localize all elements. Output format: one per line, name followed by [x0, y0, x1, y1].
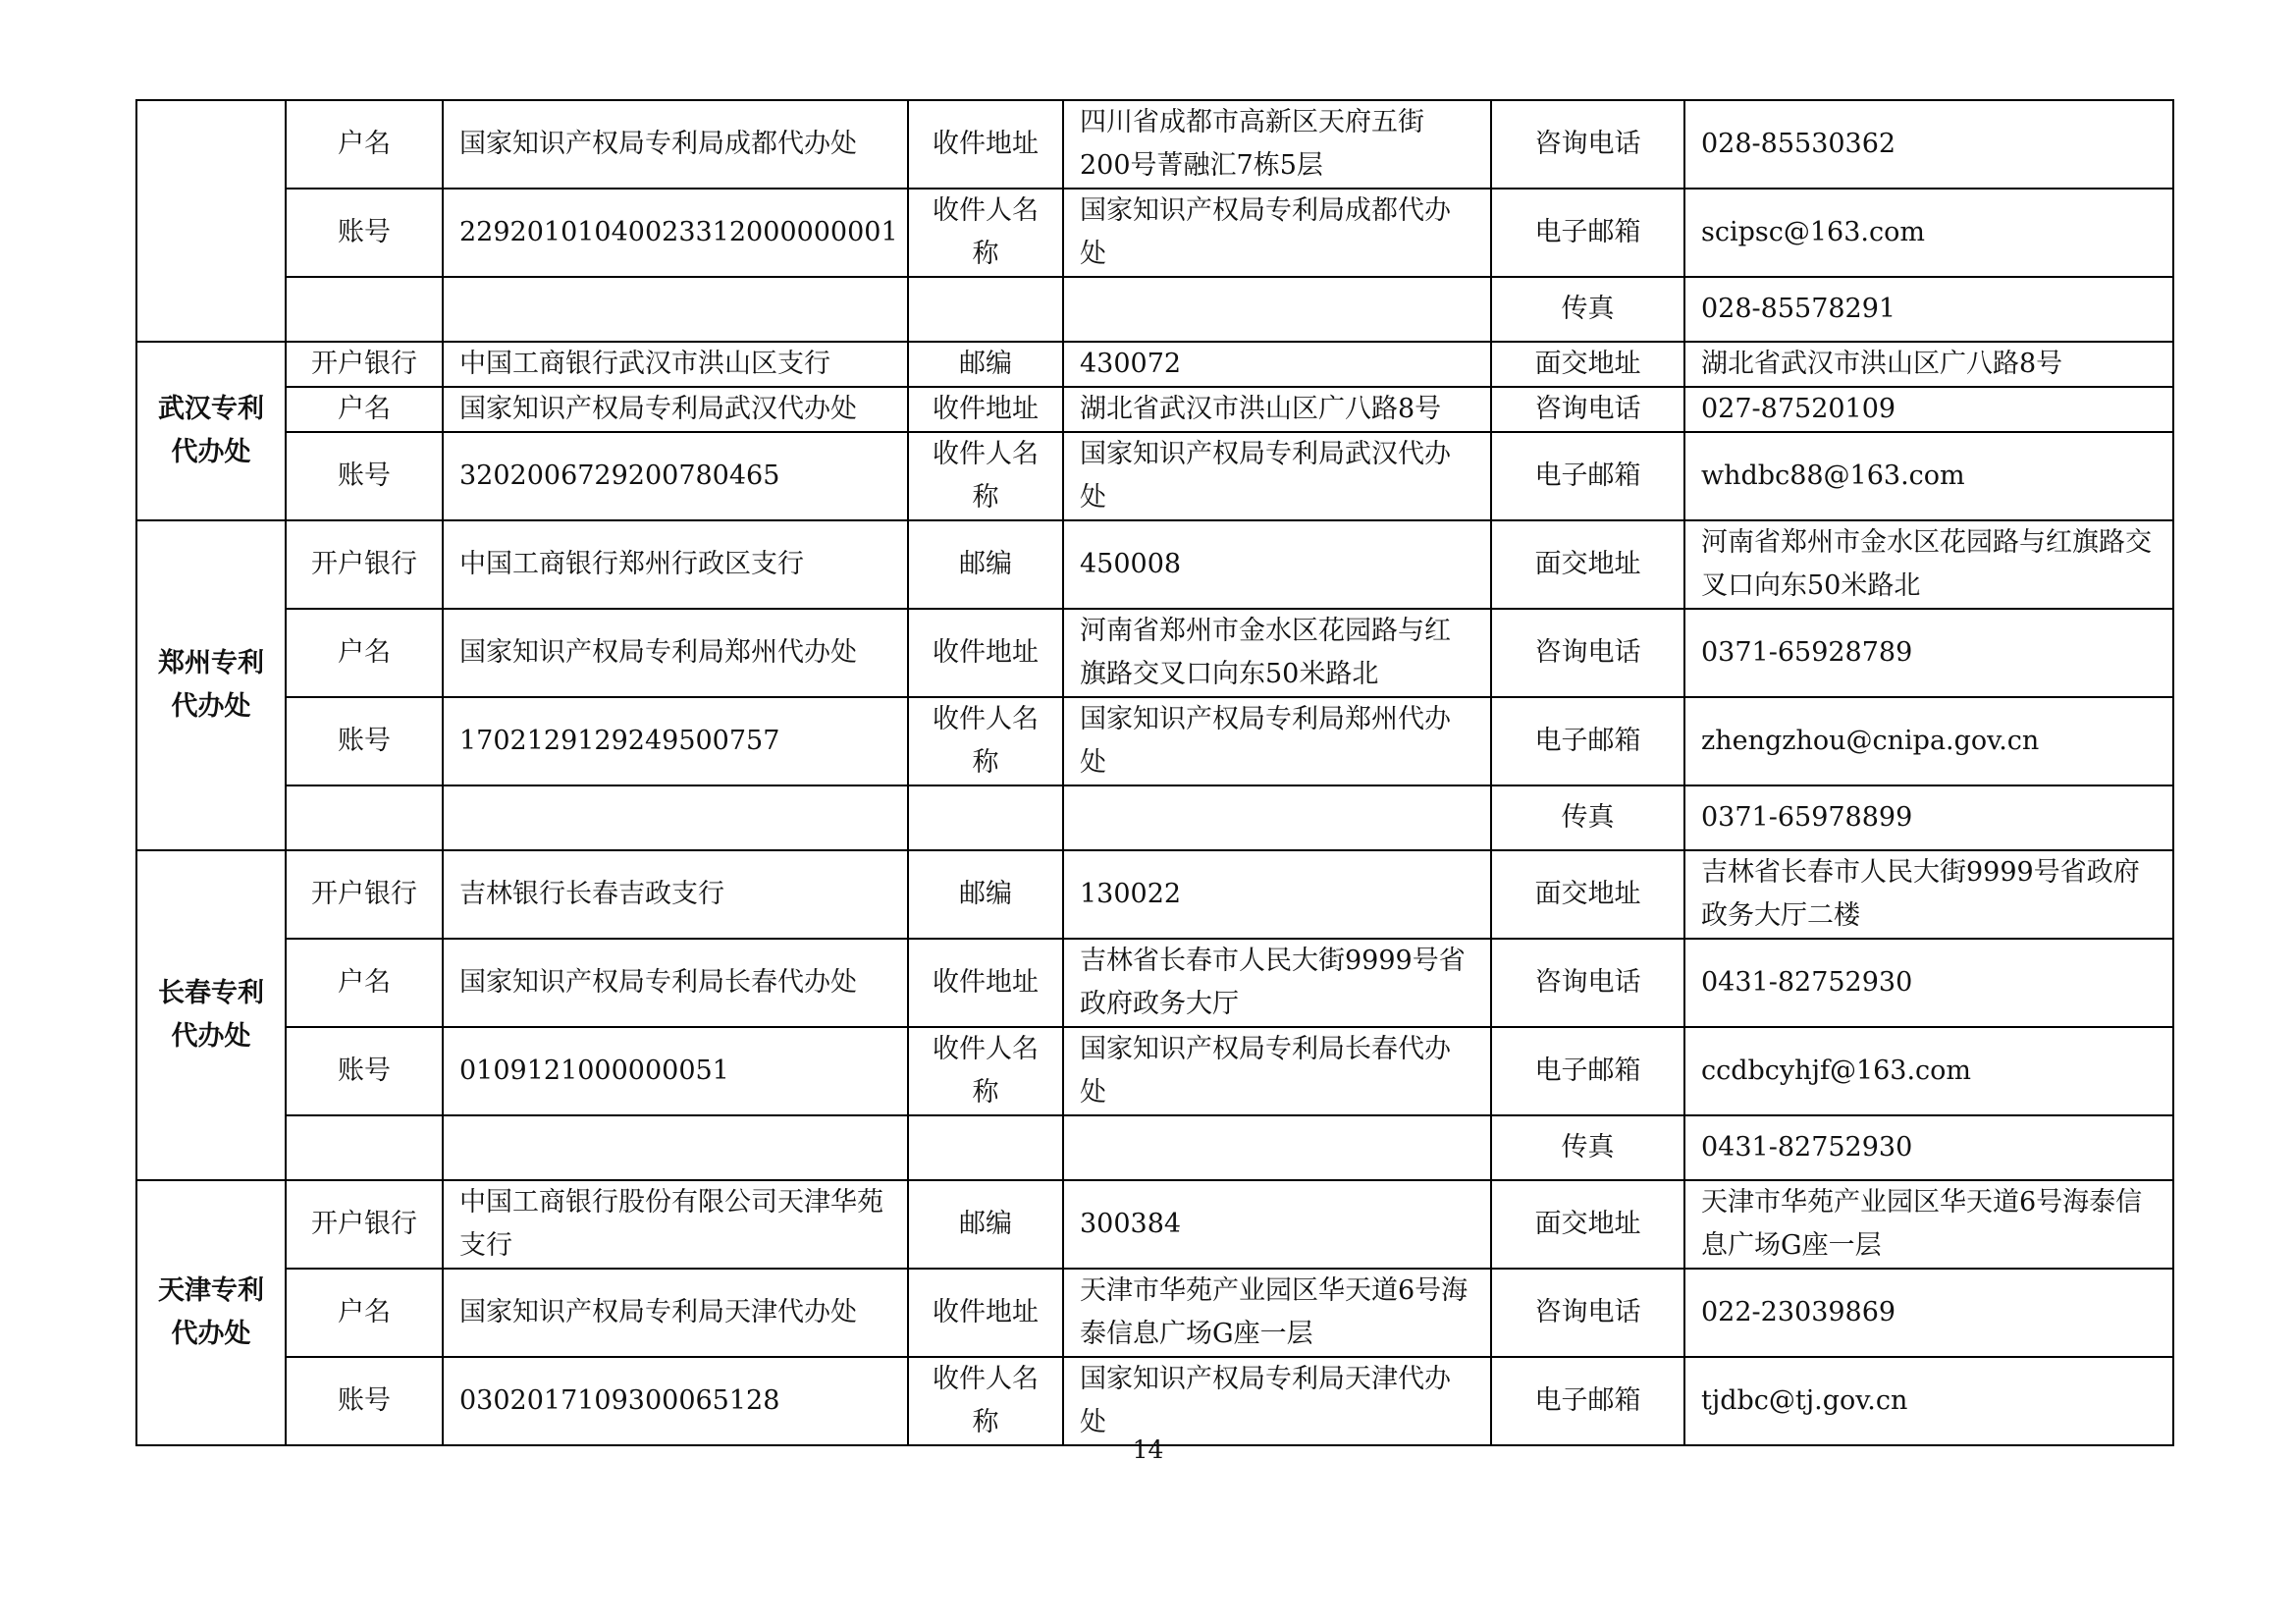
field-label-cell: 收件人名称 — [908, 432, 1063, 520]
table-row — [136, 189, 2173, 277]
field-label-cell: 咨询电话 — [1491, 939, 1684, 1027]
table-row — [136, 100, 2173, 189]
field-label-cell: 户名 — [286, 387, 443, 432]
field-label-cell — [908, 277, 1063, 342]
mailing-value-cell: 四川省成都市高新区天府五街200号菁融汇7栋5层 — [1063, 100, 1491, 189]
field-label-cell — [908, 1115, 1063, 1180]
field-label-cell: 邮编 — [908, 1180, 1063, 1269]
mailing-value-cell: 国家知识产权局专利局天津代办处 — [1063, 1357, 1491, 1445]
field-label-cell: 收件地址 — [908, 939, 1063, 1027]
contact-value-cell: scipsc@163.com — [1684, 189, 2173, 277]
table-row — [136, 432, 2173, 520]
field-label-cell: 邮编 — [908, 520, 1063, 609]
contact-value-cell: 028-85530362 — [1684, 100, 2173, 189]
table-row — [136, 387, 2173, 432]
mailing-value-cell: 450008 — [1063, 520, 1491, 609]
field-label-cell — [286, 277, 443, 342]
office-name-cell: 长春专利代办处 — [136, 850, 286, 1180]
field-label-cell: 账号 — [286, 1357, 443, 1445]
mailing-value-cell — [1063, 277, 1491, 342]
bank-account-value-cell: 吉林银行长春吉政支行 — [443, 850, 908, 939]
field-label-cell: 户名 — [286, 939, 443, 1027]
field-label-cell: 电子邮箱 — [1491, 1357, 1684, 1445]
field-label-cell: 户名 — [286, 609, 443, 697]
contact-value-cell: 0371-65978899 — [1684, 785, 2173, 850]
bank-account-value-cell: 0109121000000051 — [443, 1027, 908, 1115]
field-label-cell: 咨询电话 — [1491, 609, 1684, 697]
table-body — [136, 100, 2173, 1445]
contact-value-cell: 吉林省长春市人民大街9999号省政府政务大厅二楼 — [1684, 850, 2173, 939]
field-label-cell: 收件地址 — [908, 609, 1063, 697]
table-row — [136, 1027, 2173, 1115]
field-label-cell: 面交地址 — [1491, 850, 1684, 939]
bank-account-value-cell: 0302017109300065128 — [443, 1357, 908, 1445]
field-label-cell: 账号 — [286, 697, 443, 785]
field-label-cell: 账号 — [286, 189, 443, 277]
bank-account-value-cell — [443, 1115, 908, 1180]
field-label-cell: 咨询电话 — [1491, 387, 1684, 432]
contact-value-cell: 022-23039869 — [1684, 1269, 2173, 1357]
field-label-cell — [908, 785, 1063, 850]
contact-value-cell: 0431-82752930 — [1684, 1115, 2173, 1180]
bank-account-value-cell: 中国工商银行郑州行政区支行 — [443, 520, 908, 609]
bank-account-value-cell — [443, 785, 908, 850]
bank-account-value-cell: 国家知识产权局专利局武汉代办处 — [443, 387, 908, 432]
field-label-cell: 邮编 — [908, 850, 1063, 939]
bank-account-value-cell: 中国工商银行股份有限公司天津华苑支行 — [443, 1180, 908, 1269]
table-row — [136, 1357, 2173, 1445]
field-label-cell: 咨询电话 — [1491, 100, 1684, 189]
field-label-cell: 收件人名称 — [908, 697, 1063, 785]
bank-account-value-cell — [443, 277, 908, 342]
field-label-cell: 账号 — [286, 1027, 443, 1115]
field-label-cell — [286, 785, 443, 850]
office-name-cell: 郑州专利代办处 — [136, 520, 286, 850]
field-label-cell: 收件地址 — [908, 1269, 1063, 1357]
field-label-cell: 账号 — [286, 432, 443, 520]
mailing-value-cell: 国家知识产权局专利局长春代办处 — [1063, 1027, 1491, 1115]
contact-value-cell: 湖北省武汉市洪山区广八路8号 — [1684, 342, 2173, 387]
table-row — [136, 609, 2173, 697]
field-label-cell: 开户银行 — [286, 520, 443, 609]
field-label-cell: 开户银行 — [286, 342, 443, 387]
patent-office-info-table — [135, 99, 2174, 1446]
mailing-value-cell — [1063, 1115, 1491, 1180]
table-row — [136, 785, 2173, 850]
mailing-value-cell: 吉林省长春市人民大街9999号省政府政务大厅 — [1063, 939, 1491, 1027]
mailing-value-cell: 430072 — [1063, 342, 1491, 387]
field-label-cell: 电子邮箱 — [1491, 432, 1684, 520]
bank-account-value-cell: 中国工商银行武汉市洪山区支行 — [443, 342, 908, 387]
contact-value-cell: 河南省郑州市金水区花园路与红旗路交叉口向东50米路北 — [1684, 520, 2173, 609]
mailing-value-cell: 国家知识产权局专利局成都代办处 — [1063, 189, 1491, 277]
office-name-cell: 天津专利代办处 — [136, 1180, 286, 1445]
table-row — [136, 939, 2173, 1027]
mailing-value-cell: 湖北省武汉市洪山区广八路8号 — [1063, 387, 1491, 432]
bank-account-value-cell: 国家知识产权局专利局成都代办处 — [443, 100, 908, 189]
field-label-cell: 收件人名称 — [908, 1027, 1063, 1115]
table-row — [136, 697, 2173, 785]
office-name-cell: 武汉专利代办处 — [136, 342, 286, 520]
bank-account-value-cell: 22920101040023312000000001 — [443, 189, 908, 277]
mailing-value-cell: 国家知识产权局专利局郑州代办处 — [1063, 697, 1491, 785]
field-label-cell: 开户银行 — [286, 1180, 443, 1269]
contact-value-cell: zhengzhou@cnipa.gov.cn — [1684, 697, 2173, 785]
field-label-cell: 邮编 — [908, 342, 1063, 387]
table-row — [136, 277, 2173, 342]
contact-value-cell: ccdbcyhjf@163.com — [1684, 1027, 2173, 1115]
bank-account-value-cell: 3202006729200780465 — [443, 432, 908, 520]
mailing-value-cell: 天津市华苑产业园区华天道6号海泰信息广场G座一层 — [1063, 1269, 1491, 1357]
table-row — [136, 1115, 2173, 1180]
contact-value-cell: whdbc88@163.com — [1684, 432, 2173, 520]
table-row — [136, 520, 2173, 609]
field-label-cell: 电子邮箱 — [1491, 1027, 1684, 1115]
office-name-cell — [136, 100, 286, 342]
table-row — [136, 1269, 2173, 1357]
field-label-cell: 收件地址 — [908, 100, 1063, 189]
mailing-value-cell: 130022 — [1063, 850, 1491, 939]
contact-value-cell: 天津市华苑产业园区华天道6号海泰信息广场G座一层 — [1684, 1180, 2173, 1269]
mailing-value-cell: 河南省郑州市金水区花园路与红旗路交叉口向东50米路北 — [1063, 609, 1491, 697]
page-number: 14 — [1132, 1435, 1164, 1464]
field-label-cell: 传真 — [1491, 785, 1684, 850]
mailing-value-cell — [1063, 785, 1491, 850]
field-label-cell: 传真 — [1491, 1115, 1684, 1180]
field-label-cell: 收件人名称 — [908, 1357, 1063, 1445]
field-label-cell: 收件地址 — [908, 387, 1063, 432]
field-label-cell: 面交地址 — [1491, 1180, 1684, 1269]
mailing-value-cell: 300384 — [1063, 1180, 1491, 1269]
field-label-cell: 电子邮箱 — [1491, 189, 1684, 277]
contact-value-cell: 0371-65928789 — [1684, 609, 2173, 697]
field-label-cell: 传真 — [1491, 277, 1684, 342]
mailing-value-cell: 国家知识产权局专利局武汉代办处 — [1063, 432, 1491, 520]
field-label-cell: 面交地址 — [1491, 520, 1684, 609]
field-label-cell: 户名 — [286, 1269, 443, 1357]
field-label-cell: 电子邮箱 — [1491, 697, 1684, 785]
bank-account-value-cell: 国家知识产权局专利局天津代办处 — [443, 1269, 908, 1357]
field-label-cell: 户名 — [286, 100, 443, 189]
bank-account-value-cell: 1702129129249500757 — [443, 697, 908, 785]
field-label-cell: 收件人名称 — [908, 189, 1063, 277]
bank-account-value-cell: 国家知识产权局专利局长春代办处 — [443, 939, 908, 1027]
field-label-cell: 咨询电话 — [1491, 1269, 1684, 1357]
contact-value-cell: tjdbc@tj.gov.cn — [1684, 1357, 2173, 1445]
field-label-cell — [286, 1115, 443, 1180]
field-label-cell: 面交地址 — [1491, 342, 1684, 387]
contact-value-cell: 028-85578291 — [1684, 277, 2173, 342]
table-row — [136, 1180, 2173, 1269]
contact-value-cell: 027-87520109 — [1684, 387, 2173, 432]
field-label-cell: 开户银行 — [286, 850, 443, 939]
table-row — [136, 342, 2173, 387]
bank-account-value-cell: 国家知识产权局专利局郑州代办处 — [443, 609, 908, 697]
contact-value-cell: 0431-82752930 — [1684, 939, 2173, 1027]
table-row — [136, 850, 2173, 939]
